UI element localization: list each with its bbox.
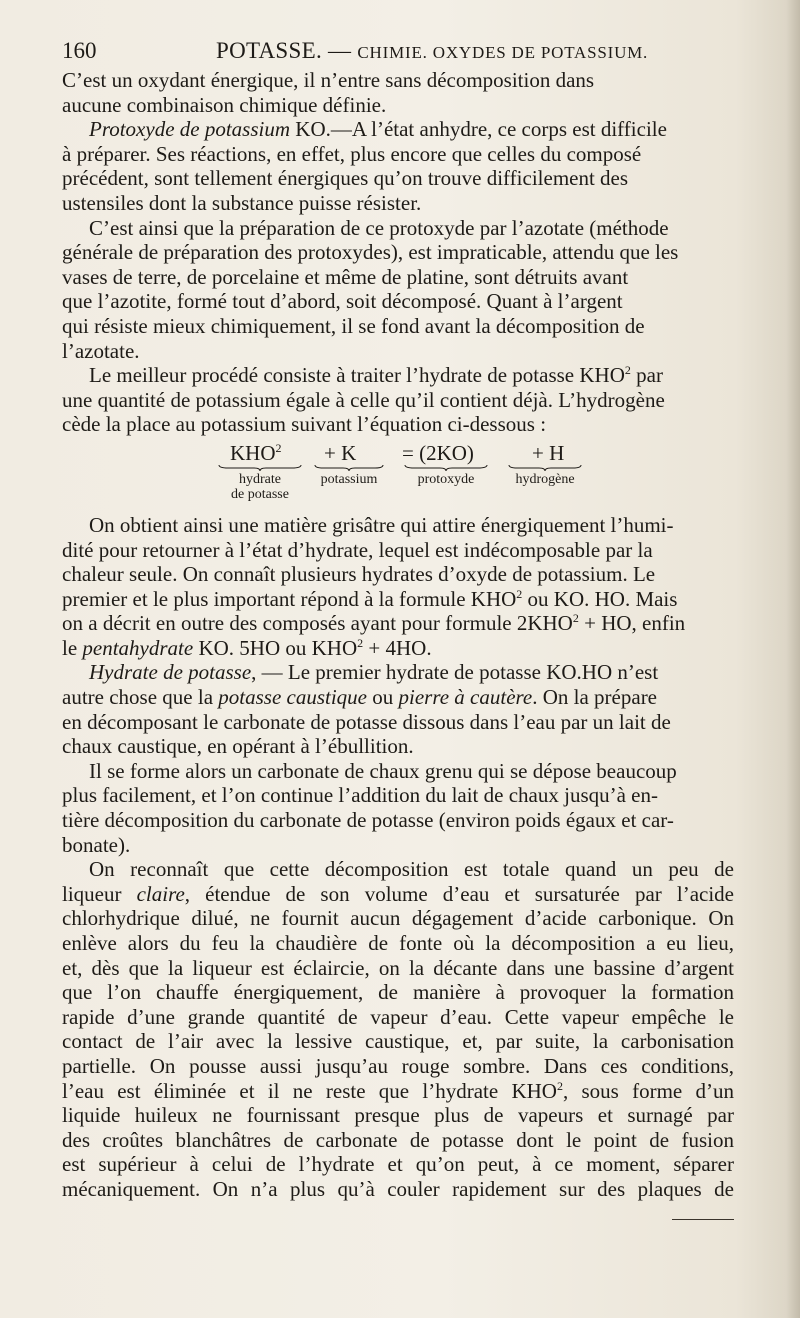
text-line: précédent, sont tellement énergiques qu’on trouve difficilement des bbox=[62, 166, 629, 191]
text-line: une quantité de potassium égale à celle qu’il contient déjà. L’hydrogène bbox=[62, 387, 665, 412]
text-line: est supérieur à celui de l’hydrate et qu’on peut, à ce moment, séparer bbox=[62, 1152, 734, 1177]
equation-label-protoxyde: protoxyde bbox=[417, 471, 475, 487]
paragraph-4 bbox=[62, 363, 734, 437]
text-line: On reconnaît que cette décomposition est totale quand un peu de bbox=[89, 857, 734, 882]
equation-label-potassium: potassium bbox=[320, 471, 378, 487]
text-line: qui résiste mieux chimiquement, il se fond avant la décomposition de bbox=[62, 313, 645, 338]
text-line: l’azotate. bbox=[62, 338, 140, 363]
text-line: , sous forme d’un bbox=[562, 1078, 734, 1103]
text-line: C’est ainsi que la préparation de ce protoxyde par l’azotate (méthode bbox=[89, 215, 669, 240]
text-line: des croûtes blanchâtres de carbonate de potasse dont le point de fusion bbox=[62, 1127, 734, 1152]
text-line: par bbox=[630, 363, 663, 388]
text-line: Il se forme alors un carbonate de chaux grenu qui se dépose beaucoup bbox=[89, 758, 677, 783]
text-line: rapide d’une grande quantité de vapeur d’eau. Cette vapeur empêche le bbox=[62, 1004, 734, 1029]
text-line: on a décrit en outre des composés ayant pour formule 2KHO bbox=[62, 611, 573, 636]
superscript: 2 bbox=[357, 635, 364, 650]
text-line: liquide huileux ne fournissant presque plus de vapeurs et surnagé par bbox=[62, 1103, 734, 1128]
label-line: de potasse bbox=[231, 486, 289, 502]
text-line: plus facilement, et l’on continue l’addition du lait de chaux jusqu’à en- bbox=[62, 783, 658, 808]
superscript: 2 bbox=[624, 363, 631, 378]
text-line: ustensiles dont la substance puisse résister. bbox=[62, 190, 422, 215]
text-line: C’est un oxydant énergique, il n’entre sans décomposition dans bbox=[62, 68, 595, 92]
running-title-main: POTASSE. — bbox=[216, 38, 352, 63]
equation-label-hydrogene: hydrogène bbox=[515, 471, 575, 487]
page-number: 160 bbox=[62, 38, 97, 63]
text-line: chlorhydrique dilué, ne fournit aucun dégagement d’acide carbonique. On bbox=[62, 906, 734, 931]
text-line: , étendue de son volume d’eau et sursaturée par l’acide bbox=[184, 881, 734, 906]
text-line: que l’azotite, formé tout d’abord, soit décomposé. Quant à l’argent bbox=[62, 289, 623, 314]
text-line: contact de l’air avec la lessive caustique, et, par suite, la carbonisation bbox=[62, 1029, 734, 1054]
text-line: et, dès que la liqueur est éclaircie, on la décante dans une bassine d’argent bbox=[62, 955, 734, 980]
superscript: 2 bbox=[275, 440, 282, 455]
text-line: cède la place au potassium suivant l’équation ci-dessous : bbox=[62, 412, 547, 437]
paragraph-8 bbox=[62, 857, 734, 1201]
text-line: ou bbox=[367, 685, 399, 710]
text-line: autre chose que la bbox=[62, 685, 219, 710]
text-line: l’eau est éliminée et il ne reste que l’hydrate KHO bbox=[62, 1078, 557, 1103]
text-line: que l’on chauffe énergiquement, de manière à provoquer la formation bbox=[62, 980, 734, 1005]
body-text bbox=[62, 68, 734, 1202]
text-line: en décomposant le carbonate de potasse dissous dans l’eau par un lait de bbox=[62, 709, 671, 734]
paragraph-hydrate bbox=[62, 660, 734, 758]
italic-term: potasse caustique bbox=[218, 685, 367, 710]
paragraph-protoxyde bbox=[62, 117, 734, 215]
equation-formula: KHO bbox=[230, 440, 276, 465]
catchword-rule bbox=[672, 1219, 734, 1220]
text-line: partielle. On pousse aussi jusqu’au rouge sombre. Dans ces conditions, bbox=[62, 1053, 734, 1078]
section-heading-protoxyde: Protoxyde de potassium bbox=[89, 117, 291, 142]
equation-term-protoxyde: = (2KO) bbox=[402, 440, 474, 465]
text-line: liqueur bbox=[62, 881, 137, 906]
text-line: vases de terre, de porcelaine et même de platine, sont détruits avant bbox=[62, 264, 629, 289]
text-line: bonate). bbox=[62, 832, 131, 857]
text-line: générale de préparation des protoxydes), est impraticable, attendu que les bbox=[62, 240, 679, 265]
running-header bbox=[62, 38, 734, 68]
text-line: premier et le plus important répond à la formule KHO bbox=[62, 586, 517, 611]
paragraph-5 bbox=[62, 513, 734, 661]
text-line: mécaniquement. On n’a plus qu’à couler rapidement sur des plaques de bbox=[62, 1176, 734, 1201]
label-line: hydrate bbox=[239, 471, 281, 487]
text-line: ou KO. HO. Mais bbox=[522, 586, 678, 611]
text-line: dité pour retourner à l’état d’hydrate, lequel est indécomposable par la bbox=[62, 537, 653, 562]
text-line: . On la prépare bbox=[532, 685, 658, 710]
text-line: tière décomposition du carbonate de potasse (environ poids égaux et car- bbox=[62, 808, 674, 833]
text-line: aucune combinaison chimique définie. bbox=[62, 92, 387, 117]
text-line: le bbox=[62, 635, 83, 660]
underbrace-potassium bbox=[314, 464, 384, 472]
equation-term-potassium: + K bbox=[324, 440, 357, 465]
equation-term-hydrogene: + H bbox=[532, 440, 565, 465]
italic-term: claire bbox=[136, 881, 185, 906]
chemical-equation bbox=[62, 441, 734, 513]
running-title bbox=[216, 38, 648, 64]
italic-term: pentahydrate bbox=[82, 635, 194, 660]
text-line: Le meilleur procédé consiste à traiter l’hydrate de potasse KHO bbox=[89, 363, 625, 388]
section-heading-hydrate: Hydrate de potasse bbox=[89, 660, 252, 685]
page-edge-shadow bbox=[786, 0, 800, 1318]
text-line: + HO, enfin bbox=[578, 611, 686, 636]
paragraph-7 bbox=[62, 759, 734, 857]
italic-term: pierre à cautère bbox=[398, 685, 533, 710]
underbrace-hydrate bbox=[218, 464, 302, 472]
text-line: + 4HO. bbox=[363, 635, 432, 660]
text-line: KO. 5HO ou KHO bbox=[193, 635, 358, 660]
superscript: 2 bbox=[556, 1078, 563, 1093]
text-line: chaux caustique, en opérant à l’ébullition. bbox=[62, 734, 414, 759]
underbrace-hydrogene bbox=[508, 464, 582, 472]
paragraph-3 bbox=[62, 216, 734, 364]
superscript: 2 bbox=[516, 586, 523, 601]
text-line: enlève alors du feu la chaudière de fonte où la décomposition a eu lieu, bbox=[62, 931, 734, 955]
underbrace-protoxyde bbox=[404, 464, 488, 472]
text-line: , — Le premier hydrate de potasse KO.HO n’est bbox=[251, 660, 659, 685]
equation-label-hydrate bbox=[214, 472, 306, 502]
text-line: chaleur seule. On connaît plusieurs hydrates d’oxyde de potassium. Le bbox=[62, 562, 656, 587]
running-title-section: CHIMIE. OXYDES DE POTASSIUM. bbox=[357, 43, 649, 62]
superscript: 2 bbox=[572, 611, 579, 626]
equation-term-khydrate bbox=[230, 441, 282, 466]
text-line: On obtient ainsi une matière grisâtre qui attire énergiquement l’humi- bbox=[89, 512, 674, 537]
text-line: KO.—A l’état anhydre, ce corps est difficile bbox=[290, 117, 667, 142]
paragraph-1 bbox=[62, 68, 734, 117]
text-line: à préparer. Ses réactions, en effet, plus encore que celles du composé bbox=[62, 141, 642, 166]
